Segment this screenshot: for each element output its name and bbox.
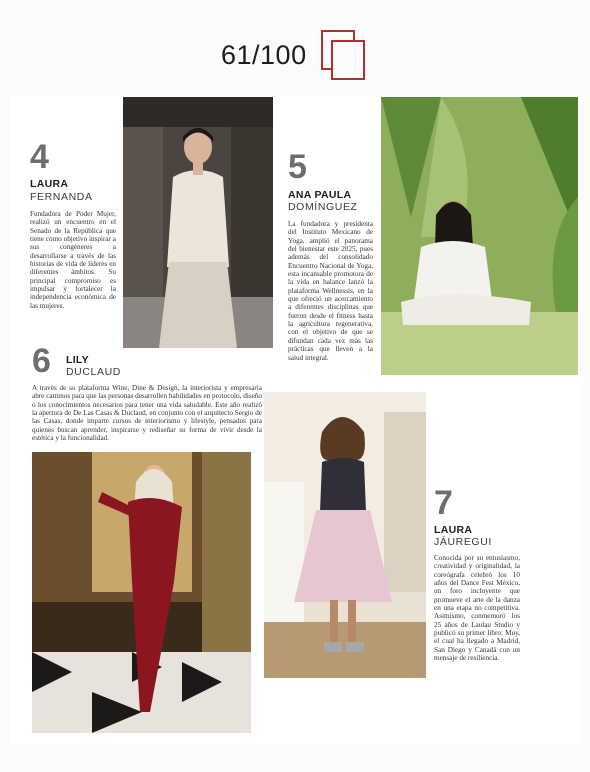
profile-bio-4: Fundadora de Poder Mujer, realizó un encuentro en el Senado de la República que tiene como objetivo inspirar a sus congéneres a desarrollarse a través de las historias de vida de líderes en diferentes ámbitos. Su principal compromiso es impulsar y fortalecer la independencia económica de las mujeres. xyxy=(30,210,116,310)
ranking-counter: 61/100 xyxy=(221,40,307,70)
content-sheet xyxy=(10,96,580,744)
profile-bio-6: A través de su plataforma Wine, Dine & Design, la interiorista y empresaria abre caminos para que las personas desarrollen habilidades en protocolo, diseño o los conocimientos necesarios para tener una vida saludable. Este año realizó la apertura de De Las Casas & Duclaud, en conjunto con el arquitecto Sergio de las Casas, donde imparte cursos de interiorismo y lifestyle, pensados para quienes buscan aprender, inspirarse y rediseñar su forma de vivir desde la estética y la funcionalidad. xyxy=(32,384,262,443)
photo-laura-fernanda xyxy=(123,97,273,348)
profile-number-7: 7 xyxy=(434,484,453,522)
profile-bio-5: La fundadora y presidenta del Instituto Mexicano de Yoga, amplió el panorama del bienestar este 2025, pues además del consolidado Encuentro Nacional de Yoga, esta incansable promotora de la vida en balance lanzó la plataforma Wellnessis, en la que ofreció un acercamiento a diferentes disciplinas que fueron desde el fitness hasta la agricultura regenerativa, con el objetivo de que se difundan cada vez más las prácticas que lleven a la salud integral. xyxy=(288,220,373,362)
profile-first-name-5: ANA PAULA xyxy=(288,189,352,201)
profile-first-name-7: LAURA xyxy=(434,524,473,536)
profile-last-name-6: DUCLAUD xyxy=(66,366,121,378)
profile-first-name-4: LAURA xyxy=(30,178,69,190)
profile-number-5: 5 xyxy=(288,148,307,186)
photo-ana-paula-dominguez xyxy=(381,97,578,375)
profile-number-6: 6 xyxy=(32,342,51,380)
profile-first-name-6: LILY xyxy=(66,354,89,366)
pages-icon xyxy=(321,30,367,82)
profile-last-name-5: DOMÍNGUEZ xyxy=(288,201,358,213)
profile-last-name-4: FERNANDA xyxy=(30,191,93,203)
photo-laura-jauregui xyxy=(264,392,426,678)
profile-last-name-7: JÁUREGUI xyxy=(434,536,492,548)
profile-number-4: 4 xyxy=(30,138,49,176)
profile-bio-7: Conocida por su entusiasmo, creatividad y originalidad, la coreógrafa celebró los 10 años del Dance Fest México, un foro incluyente que promueve el arte de la danza en una etapa no competitiva. Asimismo, conmemoró los 25 años de Laulau Studio y publicó su primer libro: Muy, el cual ha llegado a Madrid, San Diego y Canadá con un mensaje de resiliencia. xyxy=(434,554,520,663)
photo-lily-duclaud xyxy=(32,452,251,733)
